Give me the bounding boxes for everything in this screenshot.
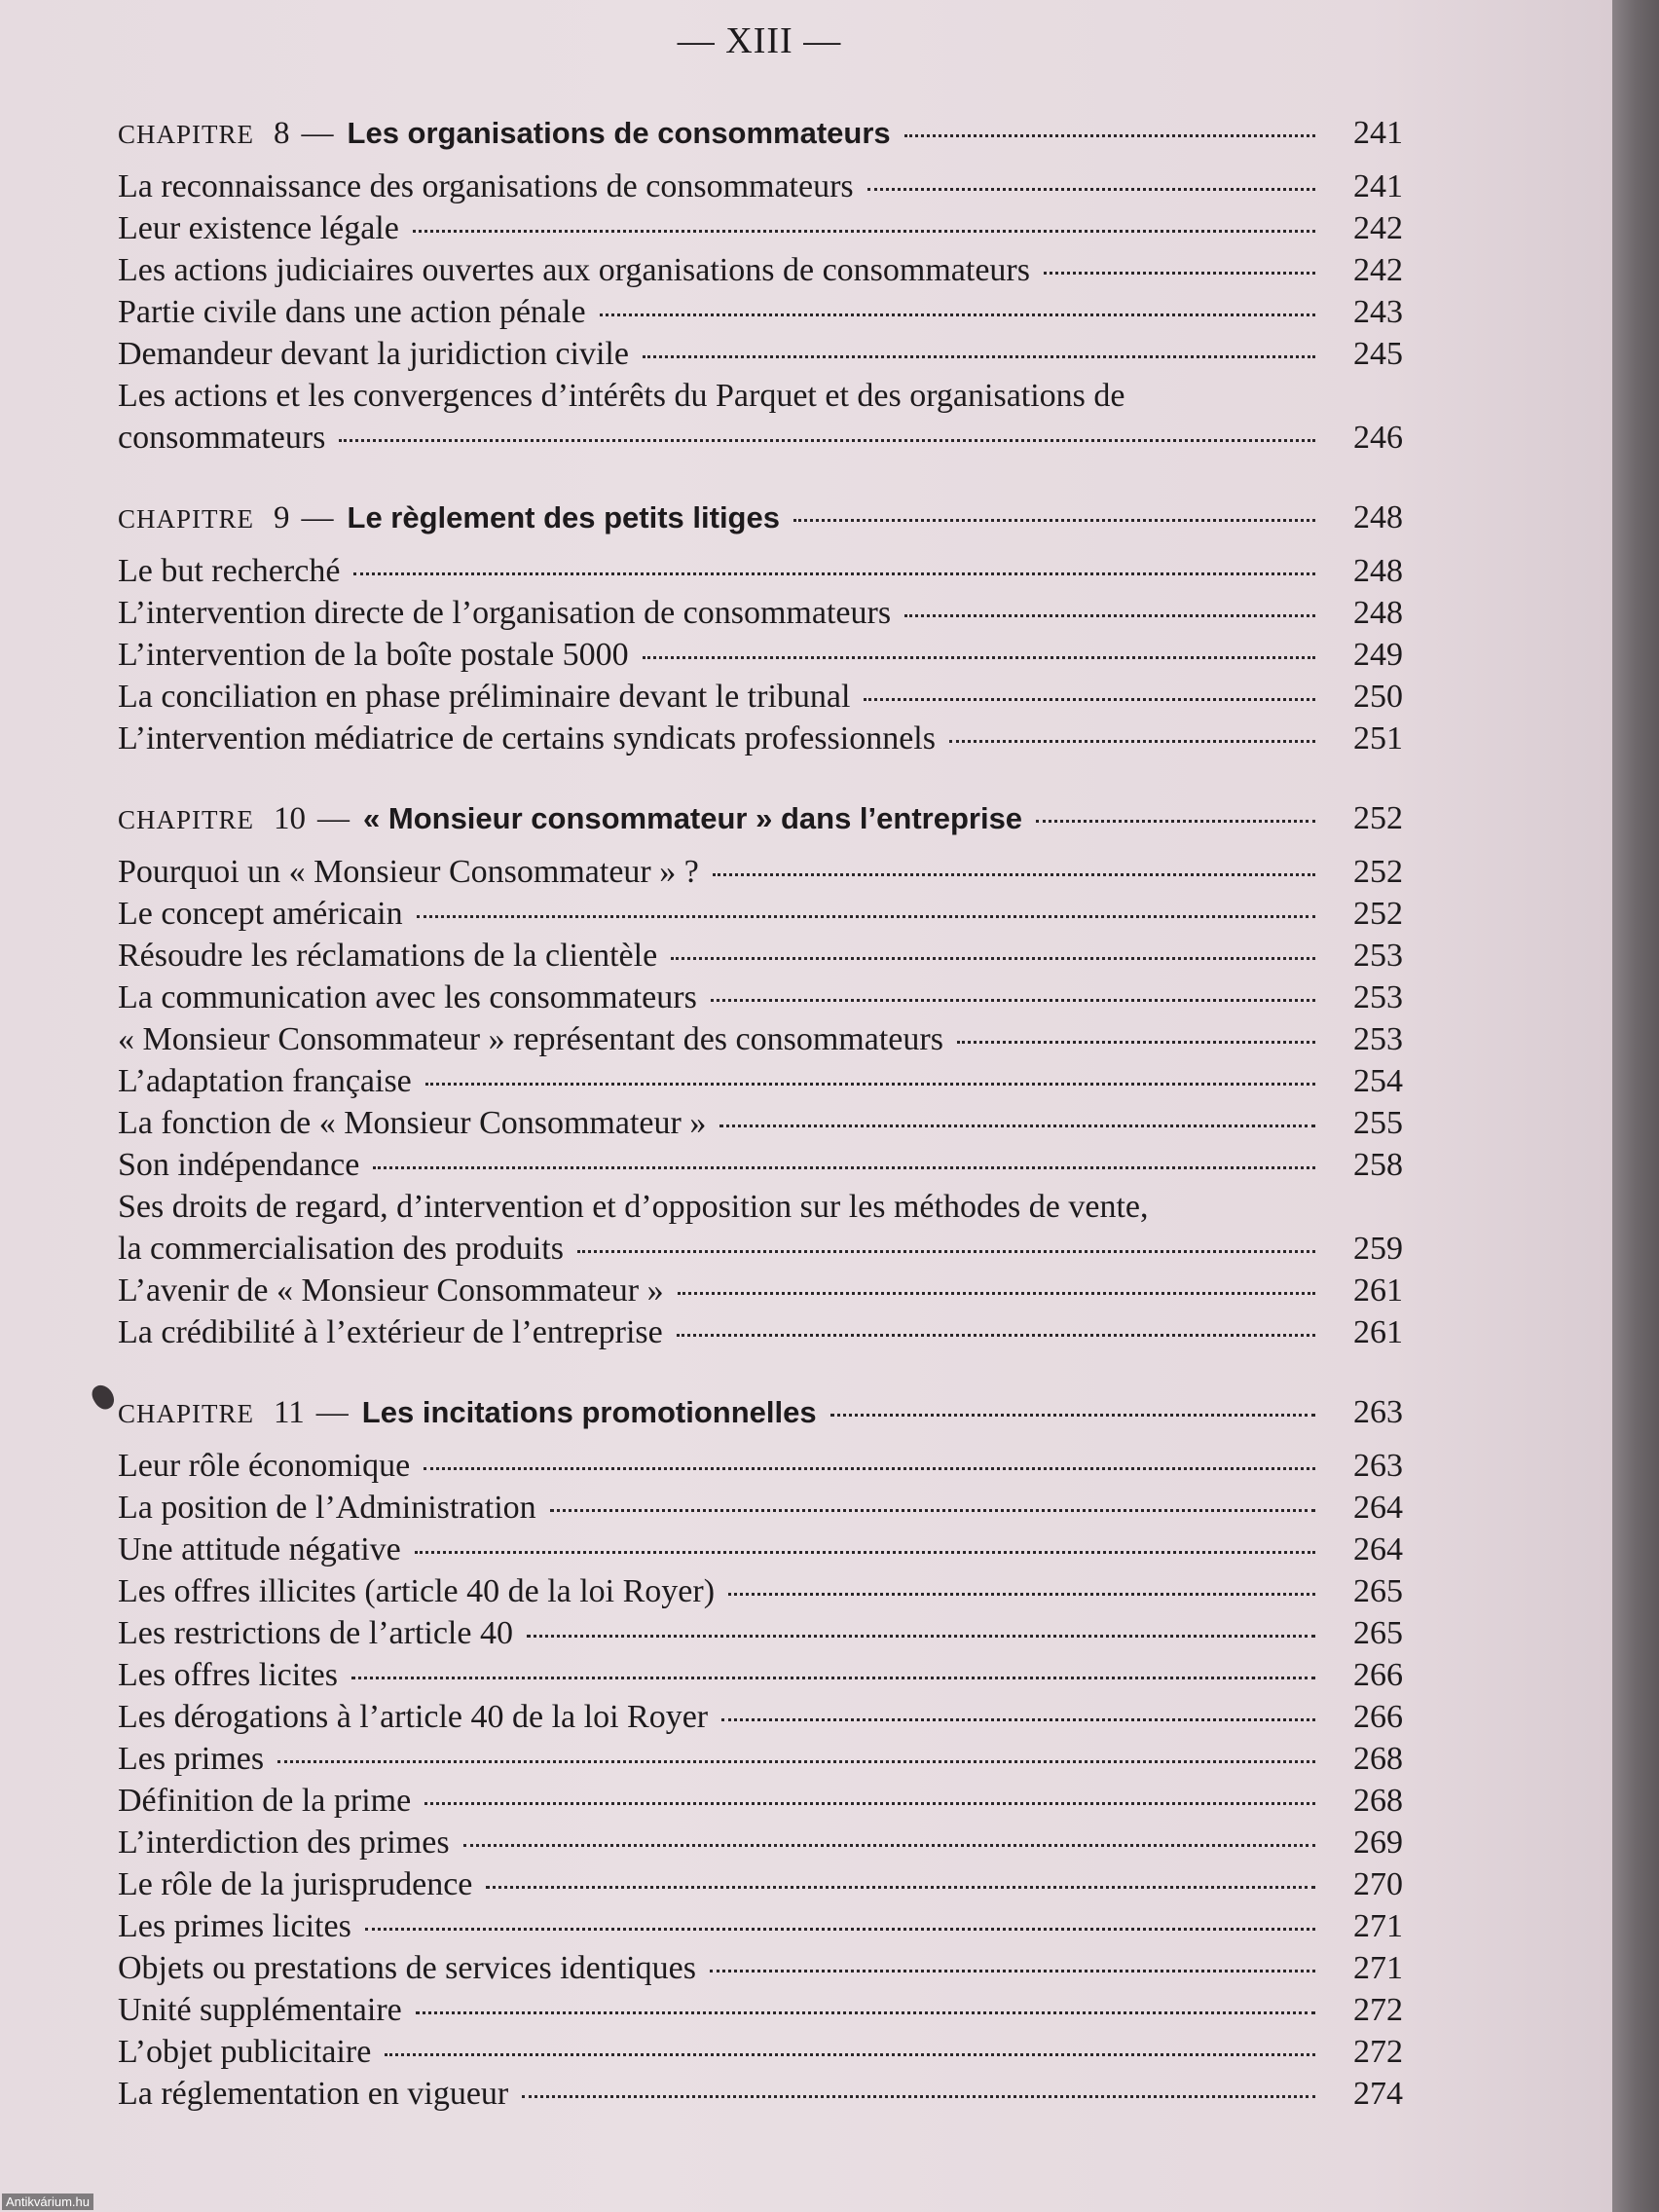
- entry-text: Les restrictions de l’article 40: [118, 1615, 513, 1651]
- page-folio: — XIII —: [677, 20, 842, 61]
- dot-leader: [719, 1124, 1315, 1127]
- dot-leader: [677, 1334, 1315, 1337]
- dot-leader: [904, 134, 1315, 137]
- toc-entry: [118, 718, 1403, 759]
- entry-text: Les actions judiciaires ouvertes aux organisations de consommateurs: [118, 252, 1030, 288]
- toc-entry: [118, 1905, 1403, 1947]
- dot-leader: [600, 313, 1315, 316]
- entry-page-number: 245: [1353, 336, 1403, 372]
- entry-page-number: 271: [1353, 1950, 1403, 1986]
- entry-page-number: 255: [1353, 1105, 1403, 1141]
- entry-page-number: 249: [1353, 637, 1403, 673]
- entry-page-number: 271: [1353, 1908, 1403, 1944]
- dirt-speck: [89, 1382, 118, 1414]
- dot-leader: [373, 1166, 1315, 1169]
- dot-leader: [413, 230, 1315, 233]
- entry-page-number: 272: [1353, 2034, 1403, 2070]
- dot-leader: [1036, 820, 1315, 823]
- toc-entry: [118, 1270, 1403, 1311]
- entry-text: Leur rôle économique: [118, 1448, 411, 1484]
- toc-entry: [118, 249, 1403, 291]
- toc-entry: [118, 1863, 1403, 1905]
- entry-text: L’intervention directe de l’organisation de consommateurs: [118, 595, 892, 631]
- dot-leader: [864, 698, 1315, 701]
- dot-leader: [577, 1250, 1315, 1253]
- entry-page-number: 242: [1353, 210, 1403, 246]
- entry-text: « Monsieur Consommateur » représentant des consommateurs: [118, 1021, 943, 1057]
- chapter-heading: [118, 492, 1403, 544]
- chapter-dash: —: [315, 1395, 349, 1430]
- entry-text: L’intervention médiatrice de certains syndicats professionnels: [118, 720, 936, 756]
- chapter-label: CHAPITRE: [118, 504, 255, 534]
- entry-text: Les offres illicites (article 40 de la loi Royer): [118, 1573, 716, 1609]
- dot-leader: [678, 1292, 1315, 1295]
- entry-page-number: 266: [1353, 1657, 1403, 1693]
- entry-text: Leur existence légale: [118, 210, 399, 246]
- toc-entry: [118, 291, 1403, 333]
- toc-entry: [118, 1570, 1403, 1612]
- toc-entry: [118, 375, 1403, 459]
- entry-page-number: 259: [1353, 1231, 1403, 1267]
- entry-page-number: 251: [1353, 720, 1403, 756]
- entry-text-continued: consommateurs: [118, 420, 326, 456]
- entry-text: La conciliation en phase préliminaire devant le tribunal: [118, 679, 851, 715]
- entry-text: L’intervention de la boîte postale 5000: [118, 637, 629, 673]
- entry-text-continued: la commercialisation des produits: [118, 1231, 564, 1267]
- entry-text: Le but recherché: [118, 553, 341, 589]
- entry-text: Une attitude négative: [118, 1531, 401, 1567]
- entry-page-number: 266: [1353, 1699, 1403, 1735]
- toc-entry: [118, 550, 1403, 592]
- chapter-number: 10: [274, 801, 307, 836]
- entry-text: Définition de la prime: [118, 1783, 412, 1819]
- toc-entry: [118, 2031, 1403, 2073]
- entry-page-number: 252: [1353, 854, 1403, 890]
- entry-text: Pourquoi un « Monsieur Consommateur » ?: [118, 854, 699, 890]
- chapter-page-number: 252: [1353, 800, 1403, 836]
- entry-text: L’objet publicitaire: [118, 2034, 372, 2070]
- chapter-label: CHAPITRE: [118, 120, 255, 149]
- dot-leader: [643, 355, 1315, 358]
- entry-text: L’interdiction des primes: [118, 1825, 450, 1861]
- dot-leader: [416, 2011, 1315, 2014]
- entry-text: Ses droits de regard, d’intervention et d’opposition sur les méthodes de vente,: [118, 1189, 1149, 1225]
- toc-entry: [118, 1696, 1403, 1738]
- watermark-text: Antikvárium.hu: [2, 2194, 93, 2210]
- dot-leader: [867, 188, 1315, 191]
- toc-entry: [118, 893, 1403, 935]
- toc-entry: [118, 1144, 1403, 1186]
- toc-entry: [118, 1822, 1403, 1863]
- chapter-dash: —: [317, 801, 350, 836]
- entry-page-number: 241: [1353, 168, 1403, 204]
- dot-leader: [957, 1041, 1315, 1044]
- chapter-number: 9: [274, 500, 290, 535]
- entry-page-number: 252: [1353, 896, 1403, 932]
- toc-entry: [118, 1654, 1403, 1696]
- dot-leader: [527, 1635, 1315, 1638]
- entry-page-number: 250: [1353, 679, 1403, 715]
- dot-leader: [522, 2095, 1315, 2098]
- chapter-heading: [118, 793, 1403, 845]
- entry-text: L’avenir de « Monsieur Consommateur »: [118, 1272, 664, 1309]
- chapter-label: CHAPITRE: [118, 1399, 255, 1428]
- toc-entry: [118, 1529, 1403, 1570]
- entry-text: Partie civile dans une action pénale: [118, 294, 586, 330]
- entry-text: Les primes licites: [118, 1908, 351, 1944]
- dot-leader: [415, 1551, 1315, 1554]
- entry-page-number: 261: [1353, 1272, 1403, 1309]
- toc-entry: [118, 977, 1403, 1018]
- chapter-page-number: 248: [1353, 499, 1403, 535]
- dot-leader: [353, 572, 1315, 575]
- dot-leader: [671, 957, 1315, 960]
- toc-entry: [118, 1060, 1403, 1102]
- dot-leader: [793, 519, 1315, 522]
- entry-page-number: 254: [1353, 1063, 1403, 1099]
- chapter-dash: —: [301, 500, 334, 535]
- entry-page-number: 242: [1353, 252, 1403, 288]
- entry-page-number: 274: [1353, 2076, 1403, 2112]
- dot-leader: [339, 439, 1315, 442]
- chapter-page-number: 241: [1353, 115, 1403, 151]
- dot-leader: [643, 656, 1315, 659]
- entry-page-number: 268: [1353, 1741, 1403, 1777]
- toc-entry: [118, 207, 1403, 249]
- toc-entry: [118, 851, 1403, 893]
- entry-text: Objets ou prestations de services identiques: [118, 1950, 696, 1986]
- entry-page-number: 263: [1353, 1448, 1403, 1484]
- entry-text: La position de l’Administration: [118, 1490, 536, 1526]
- dot-leader: [425, 1083, 1315, 1086]
- chapter-number: 11: [274, 1395, 305, 1430]
- toc-entry: [118, 676, 1403, 718]
- entry-page-number: 258: [1353, 1147, 1403, 1183]
- entry-text: Unité supplémentaire: [118, 1992, 402, 2028]
- entry-page-number: 253: [1353, 938, 1403, 974]
- dot-leader: [351, 1677, 1315, 1679]
- dot-leader: [424, 1802, 1315, 1805]
- entry-page-number: 272: [1353, 1992, 1403, 2028]
- entry-page-number: 253: [1353, 1021, 1403, 1057]
- chapter-entries: [118, 550, 1403, 759]
- chapter-dash: —: [301, 116, 334, 151]
- entry-text: L’adaptation française: [118, 1063, 412, 1099]
- entry-text: Les offres licites: [118, 1657, 338, 1693]
- dot-leader: [424, 1467, 1315, 1470]
- entry-text: Le concept américain: [118, 896, 403, 932]
- entry-page-number: 265: [1353, 1573, 1403, 1609]
- toc-entry: [118, 935, 1403, 977]
- entry-page-number: 246: [1353, 420, 1403, 456]
- entry-text: Les primes: [118, 1741, 265, 1777]
- chapter-heading: [118, 107, 1403, 160]
- toc-entry: [118, 1738, 1403, 1780]
- chapter-heading: [118, 1386, 1403, 1439]
- toc-entry: [118, 2073, 1403, 2115]
- dot-leader: [486, 1886, 1315, 1889]
- entry-page-number: 265: [1353, 1615, 1403, 1651]
- dot-leader: [949, 740, 1315, 743]
- entry-text: Le rôle de la jurisprudence: [118, 1866, 473, 1902]
- entry-page-number: 243: [1353, 294, 1403, 330]
- dot-leader: [463, 1844, 1315, 1847]
- entry-text: La fonction de « Monsieur Consommateur »: [118, 1105, 707, 1141]
- chapter-entries: [118, 1445, 1403, 2115]
- dot-leader: [728, 1593, 1315, 1596]
- toc-entry: [118, 1780, 1403, 1822]
- chapter-label: CHAPITRE: [118, 805, 255, 834]
- chapter-entries: [118, 851, 1403, 1353]
- chapter-title: Les incitations promotionnelles: [361, 1395, 817, 1429]
- page-edge: [1612, 0, 1659, 2212]
- dot-leader: [1044, 272, 1315, 275]
- dot-leader: [710, 1970, 1315, 1972]
- toc-entry: [118, 1186, 1403, 1270]
- toc-entry: [118, 1102, 1403, 1144]
- chapter-title: Les organisations de consommateurs: [347, 116, 891, 150]
- toc-entry: [118, 1989, 1403, 2031]
- entry-page-number: 269: [1353, 1825, 1403, 1861]
- entry-page-number: 264: [1353, 1531, 1403, 1567]
- dot-leader: [385, 2053, 1315, 2056]
- chapter-title: « Monsieur consommateur » dans l’entreprise: [363, 801, 1023, 835]
- dot-leader: [830, 1414, 1315, 1417]
- dot-leader: [365, 1928, 1315, 1931]
- entry-page-number: 248: [1353, 553, 1403, 589]
- dot-leader: [904, 614, 1315, 617]
- dot-leader: [277, 1760, 1315, 1763]
- entry-page-number: 270: [1353, 1866, 1403, 1902]
- chapter-page-number: 263: [1353, 1394, 1403, 1430]
- entry-text: Les actions et les convergences d’intérêts du Parquet et des organisations de: [118, 378, 1125, 414]
- entry-text: Demandeur devant la juridiction civile: [118, 336, 629, 372]
- entry-text: La crédibilité à l’extérieur de l’entreprise: [118, 1314, 663, 1350]
- chapter-number: 8: [274, 116, 290, 151]
- toc-entry: [118, 1487, 1403, 1529]
- entry-page-number: 261: [1353, 1314, 1403, 1350]
- dot-leader: [711, 999, 1315, 1002]
- entry-page-number: 264: [1353, 1490, 1403, 1526]
- entry-text: La communication avec les consommateurs: [118, 979, 697, 1015]
- entry-text: Les dérogations à l’article 40 de la loi Royer: [118, 1699, 709, 1735]
- entry-page-number: 268: [1353, 1783, 1403, 1819]
- toc-entry: [118, 1947, 1403, 1989]
- dot-leader: [550, 1509, 1315, 1512]
- toc-entry: [118, 1018, 1403, 1060]
- toc-entry: [118, 634, 1403, 676]
- entry-page-number: 253: [1353, 979, 1403, 1015]
- table-of-contents: [118, 107, 1403, 2115]
- toc-entry: [118, 1612, 1403, 1654]
- toc-entry: [118, 592, 1403, 634]
- chapter-title: Le règlement des petits litiges: [347, 500, 780, 535]
- entry-text: Son indépendance: [118, 1147, 360, 1183]
- dot-leader: [713, 873, 1315, 876]
- toc-entry: [118, 1311, 1403, 1353]
- entry-text: Résoudre les réclamations de la clientèle: [118, 938, 658, 974]
- entry-text: La réglementation en vigueur: [118, 2076, 509, 2112]
- entry-page-number: 248: [1353, 595, 1403, 631]
- entry-text: La reconnaissance des organisations de consommateurs: [118, 168, 854, 204]
- toc-entry: [118, 166, 1403, 207]
- toc-entry: [118, 1445, 1403, 1487]
- chapter-entries: [118, 166, 1403, 459]
- dot-leader: [721, 1718, 1315, 1721]
- dot-leader: [417, 915, 1315, 918]
- toc-entry: [118, 333, 1403, 375]
